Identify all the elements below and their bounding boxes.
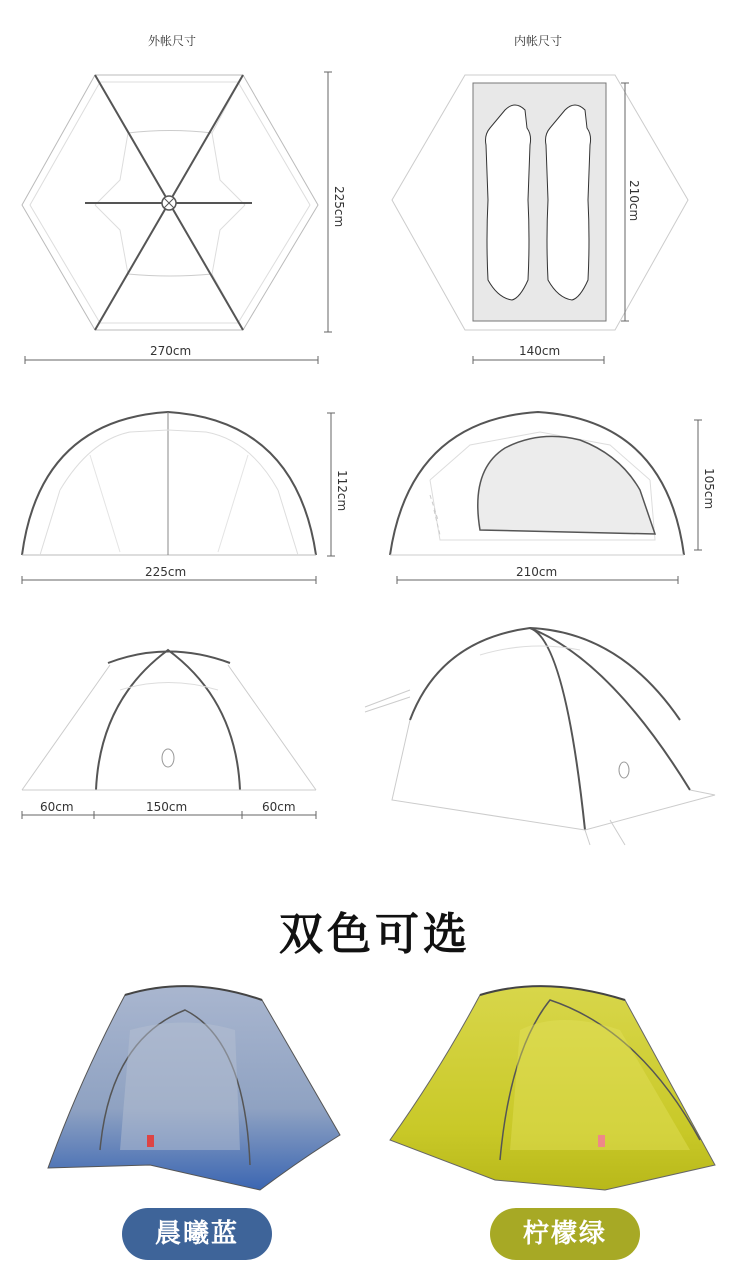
- outer-fly-title: 外帐尺寸: [148, 34, 197, 48]
- outer-side-height-label: 112cm: [335, 470, 349, 512]
- inner-side-length-label: 210cm: [516, 565, 558, 579]
- inner-top-depth-label: 210cm: [627, 180, 641, 222]
- color-options-heading: 双色可选: [279, 909, 471, 960]
- front-left-vestibule-label: 60cm: [40, 800, 74, 814]
- color-option-blue[interactable]: 晨曦蓝: [122, 1208, 272, 1260]
- front-right-vestibule-label: 60cm: [262, 800, 296, 814]
- outer-side-length-label: 225cm: [145, 565, 187, 579]
- front-center-label: 150cm: [146, 800, 188, 814]
- outer-top-depth-label: 225cm: [332, 186, 346, 228]
- inner-top-width-label: 140cm: [519, 344, 561, 358]
- outer-top-width-label: 270cm: [150, 344, 192, 358]
- color-option-green[interactable]: 柠檬绿: [490, 1208, 640, 1260]
- inner-tent-title: 内帐尺寸: [514, 34, 563, 48]
- inner-side-height-label: 105cm: [702, 468, 716, 510]
